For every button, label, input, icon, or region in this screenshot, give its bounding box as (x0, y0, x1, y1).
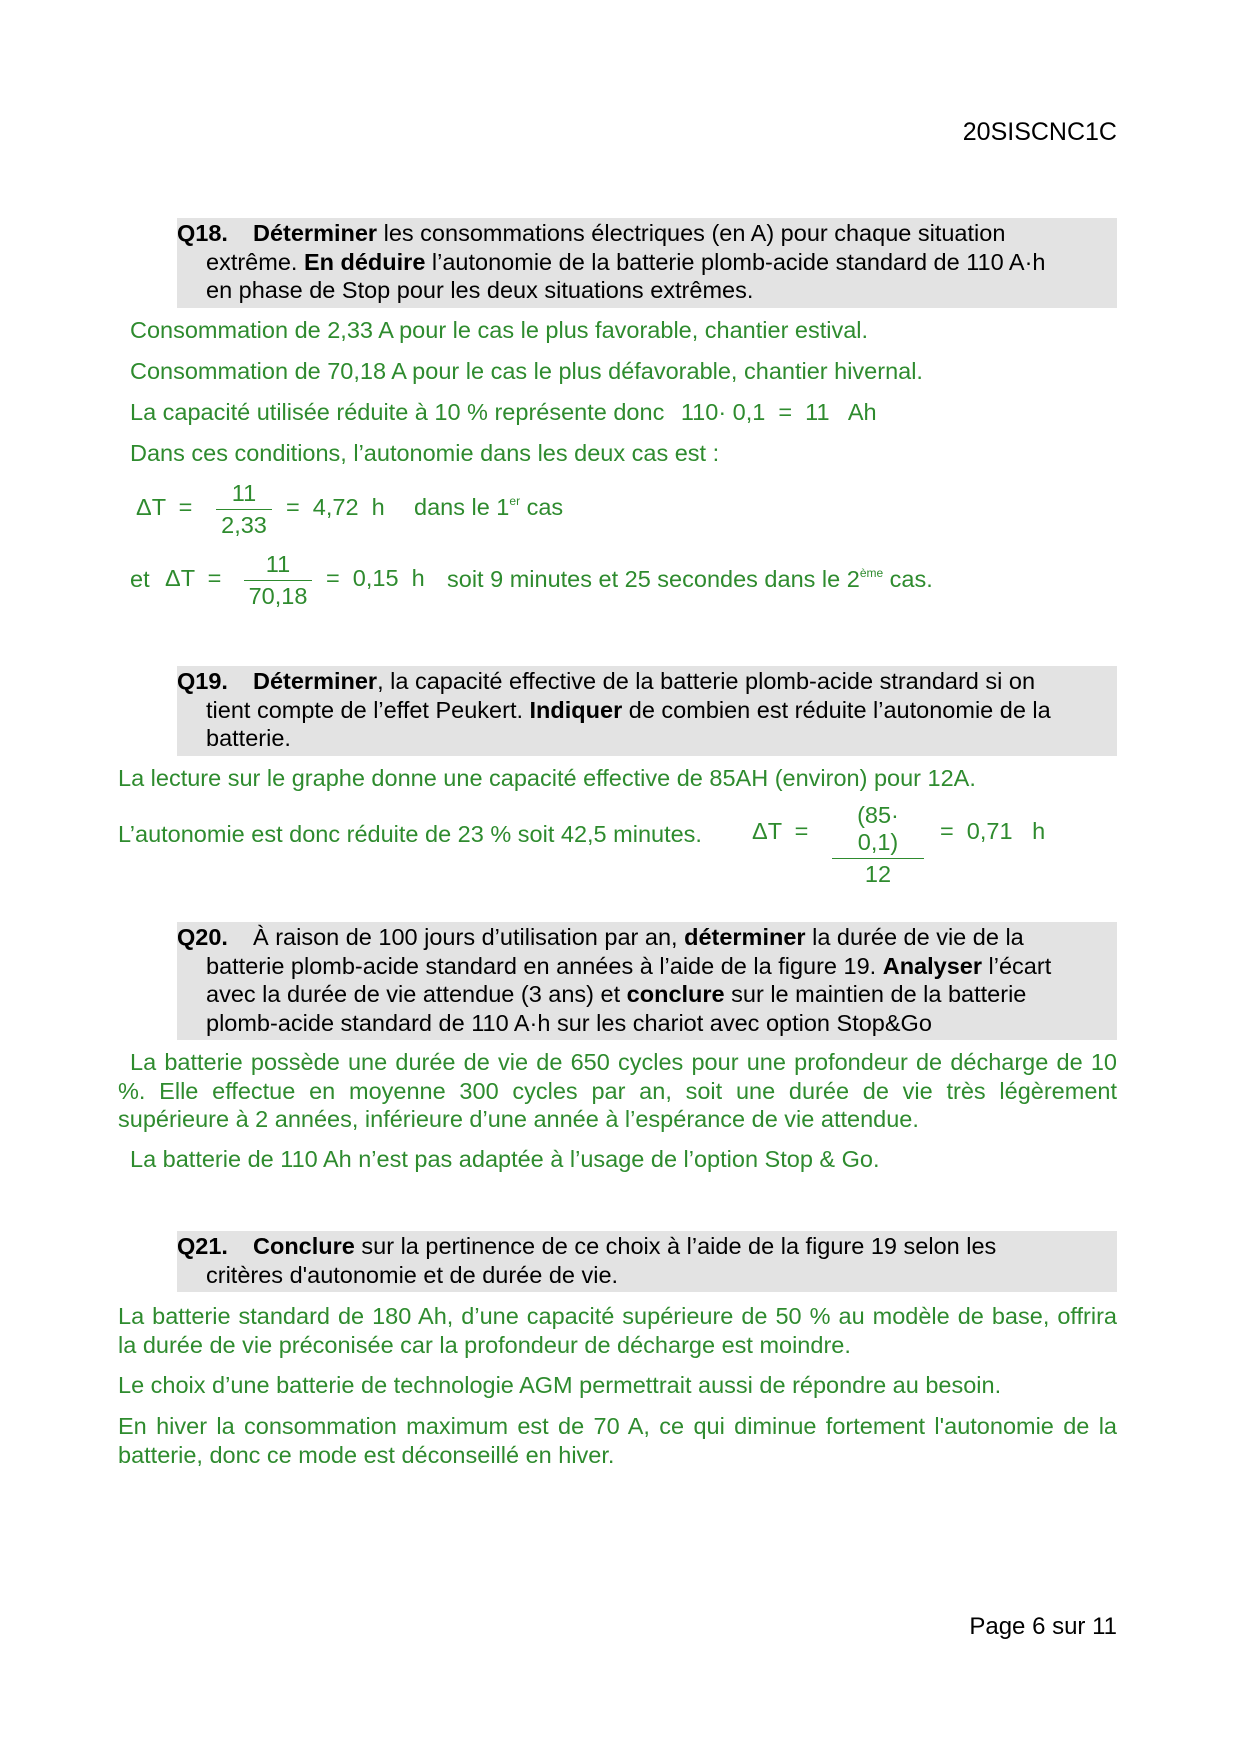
math-expression: 110· 0,1 = 11 Ah (680, 399, 877, 425)
question-text: de combien est réduite l’autonomie de la (622, 696, 1051, 723)
question-text: batterie plomb-acide standard en années à l’aide de la figure 19. (206, 952, 883, 979)
fraction-numerator: 11 (244, 551, 312, 581)
equation-lhs: ΔT = (136, 494, 193, 520)
question-line (177, 724, 1117, 753)
answer-text: La capacité utilisée réduite à 10 % représente donc (130, 399, 665, 425)
fraction (216, 480, 272, 539)
bold-keyword: En déduire (303, 248, 426, 275)
answer-paragraph (130, 398, 877, 427)
fraction-numerator: 11 (216, 480, 272, 510)
equation-prefix: et (130, 566, 150, 592)
bold-keyword: Déterminer (253, 668, 378, 694)
fraction-numerator: (85· 0,1) (832, 802, 924, 859)
question-line (177, 1009, 1117, 1038)
document-code: 20SISCNC1C (962, 118, 1117, 146)
question-text: , la capacité effective de la batterie plomb-acide strandard si on (377, 668, 1036, 694)
question-text: avec la durée de vie attendue (3 ans) et (206, 981, 627, 1007)
question-number: Q21. (177, 1233, 228, 1259)
question-text: plomb-acide standard de 110 A·h sur les chariot avec option Stop&Go (206, 1009, 932, 1036)
answer-paragraph: En hiver la consommation maximum est de 70 A, ce qui diminue fortement l'autonomie de la batterie, donc ce mode est déconseillé en hiver. (118, 1413, 1117, 1468)
answer-paragraph: La batterie possède une durée de vie de 650 cycles pour une profondeur de décharge de 10 %. Elle effectue en moyenne 300 cycles par an, soit une durée de vie très légèrement supérieure à 2 années, inférieure d’une année à l’espérance de vie attendue. (118, 1049, 1117, 1132)
question-line (177, 696, 1117, 725)
bold-keyword: Déterminer (253, 220, 378, 246)
question-line (253, 1233, 996, 1259)
question-number: Q20. (177, 924, 228, 950)
fraction-denominator: 2,33 (221, 512, 267, 538)
question-text: la durée de vie de la (805, 924, 1024, 950)
question-text: l’écart (982, 952, 1052, 979)
fraction-denominator: 12 (864, 861, 892, 887)
answer-paragraph: L’autonomie est donc réduite de 23 % soit 42,5 minutes. (118, 821, 702, 847)
bold-keyword: Indiquer (529, 696, 623, 723)
answer-paragraph: La batterie standard de 180 Ah, d’une capacité supérieure de 50 % au modèle de base, offrira la durée de vie préconisée car la profondeur de décharge est moindre. (118, 1303, 1117, 1358)
answer-paragraph: La lecture sur le graphe donne une capacité effective de 85AH (environ) pour 12A. (118, 765, 976, 791)
fraction-denominator: 70,18 (248, 583, 308, 609)
equation-note: soit 9 minutes et 25 secondes dans le 2ème cas. (447, 566, 933, 592)
question-q20 (177, 922, 1117, 1040)
question-text: critères d'autonomie et de durée de vie. (206, 1261, 619, 1288)
question-text: À raison de 100 jours d’utilisation par an, (253, 924, 685, 950)
equation-note: dans le 1er cas (414, 494, 564, 520)
equation-rhs: = 0,15 h (326, 565, 425, 591)
answer-paragraph: Consommation de 70,18 A pour le cas le plus défavorable, chantier hivernal. (130, 358, 923, 384)
question-text: les consommations électriques (en A) pour chaque situation (377, 220, 1006, 246)
question-text: l’autonomie de la batterie plomb-acide standard de 110 A·h (425, 248, 1046, 275)
equation-lhs: ΔT = (752, 818, 809, 844)
question-text: sur le maintien de la batterie (724, 981, 1027, 1007)
question-q21 (177, 1231, 1117, 1292)
equation-lhs: ΔT = (165, 565, 222, 591)
question-q19 (177, 666, 1117, 756)
answer-paragraph: Consommation de 2,33 A pour le cas le plus favorable, chantier estival. (130, 317, 869, 343)
bold-keyword: Conclure (253, 1233, 355, 1259)
question-line (253, 220, 1005, 246)
question-number: Q19. (177, 668, 228, 694)
fraction (244, 551, 312, 610)
question-line (177, 276, 1117, 305)
answer-paragraph: Le choix d’une batterie de technologie AGM permettrait aussi de répondre au besoin. (118, 1372, 1002, 1398)
bold-keyword: conclure (626, 981, 725, 1007)
question-text: sur la pertinence de ce choix à l’aide de la figure 19 selon les (354, 1233, 997, 1259)
question-line (253, 668, 1035, 694)
question-line (177, 1261, 1117, 1290)
page-number: Page 6 sur 11 (969, 1613, 1117, 1640)
answer-paragraph: Dans ces conditions, l’autonomie dans les deux cas est : (130, 440, 720, 466)
equation-rhs: = 4,72 h (286, 494, 385, 520)
question-text: tient compte de l’effet Peukert. (206, 696, 530, 723)
equation-rhs: = 0,71 h (940, 818, 1046, 844)
question-number: Q18. (177, 220, 228, 246)
question-line (177, 952, 1117, 981)
question-line (177, 980, 1117, 1009)
answer-paragraph: La batterie de 110 Ah n’est pas adaptée à l’usage de l’option Stop & Go. (130, 1146, 880, 1172)
question-q18 (177, 218, 1117, 308)
question-text: extrême. (206, 248, 304, 275)
fraction (832, 802, 924, 888)
bold-keyword: déterminer (684, 924, 806, 950)
question-text: en phase de Stop pour les deux situations extrêmes. (206, 277, 754, 303)
question-line (253, 924, 1024, 950)
question-text: batterie. (206, 725, 291, 751)
bold-keyword: Analyser (882, 952, 983, 979)
question-line (177, 248, 1117, 277)
